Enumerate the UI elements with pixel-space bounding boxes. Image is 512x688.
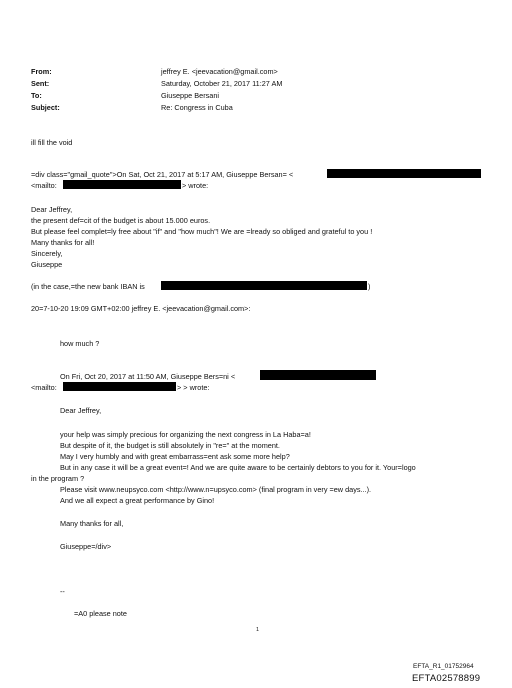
message-line: But please feel complet=ly free about "if" and "how much"! We are =lready so obliged and grateful to you ! (31, 227, 373, 236)
quote-header-line: 20=7-10-20 19:09 GMT+02:00 jeffrey E. <jeevacation@gmail.com>: (31, 304, 251, 313)
redaction-bar (260, 370, 376, 380)
message-line: Sincerely, (31, 249, 63, 258)
from-label: From: (31, 67, 52, 76)
iban-text: (in the case,=the new bank IBAN is (31, 282, 145, 291)
message-line: But despite of it, the budget is still absolutely in "re=" at the moment. (60, 441, 280, 450)
sent-value: Saturday, October 21, 2017 11:27 AM (161, 79, 283, 88)
mailto-prefix: <mailto: (31, 383, 57, 392)
message-line: how much ? (60, 339, 100, 348)
page-number: 1 (256, 627, 260, 633)
message-line: in the program ? (31, 474, 85, 483)
message-line: Many thanks for all, (60, 519, 124, 528)
redaction-bar (63, 382, 176, 391)
message-line: Dear Jeffrey, (60, 406, 102, 415)
message-line: Many thanks for all! (31, 238, 95, 247)
subject-label: Subject: (31, 103, 60, 112)
subject-value: Re: Congress in Cuba (161, 103, 233, 112)
quote-header-line: =div class="gmail_quote">On Sat, Oct 21, 2017 at 5:17 AM, Giuseppe Bersan= < (31, 170, 294, 179)
message-line: Please visit www.neupsyco.com <http://www.n=upsyco.com> (final program in very =ew days...). (60, 485, 372, 494)
wrote-text: > > wrote: (177, 383, 210, 392)
signature-line: Giuseppe=/div> (60, 542, 112, 551)
to-label: To: (31, 91, 42, 100)
message-line: Dear Jeffrey, (31, 205, 73, 214)
document-reference-primary: EFTA_R1_01752964 (413, 663, 474, 670)
sent-label: Sent: (31, 79, 50, 88)
redaction-bar (327, 169, 481, 178)
reply-text: ill fill the void (31, 138, 73, 147)
mailto-prefix: <mailto: (31, 181, 57, 190)
message-line: May I very humbly and with great embarrass=ent ask some more help? (60, 452, 290, 461)
iban-close: ) (368, 282, 371, 291)
quote-header-line: On Fri, Oct 20, 2017 at 11:50 AM, Giuseppe Bers=ni < (60, 372, 236, 381)
from-value: jeffrey E. <jeevacation@gmail.com> (161, 67, 278, 76)
message-line: And we all expect a great performance by Gino! (60, 496, 215, 505)
message-line: your help was simply precious for organizing the next congress in La Haba=a! (60, 430, 311, 439)
wrote-text: > wrote: (182, 181, 209, 190)
redaction-bar (161, 281, 367, 290)
message-line: Giuseppe (31, 260, 63, 269)
document-reference-secondary: EFTA02578899 (412, 673, 481, 684)
separator-text: -- (60, 587, 65, 596)
to-value: Giuseppe Bersani (161, 91, 220, 100)
redaction-bar (63, 180, 181, 189)
message-line: But in any case it will be a great event=! And we are quite aware to be certainly debtors to you for it. Your=logo (60, 463, 416, 472)
message-line: =A0 please note (74, 609, 127, 618)
message-line: the present def=cit of the budget is about 15.000 euros. (31, 216, 211, 225)
